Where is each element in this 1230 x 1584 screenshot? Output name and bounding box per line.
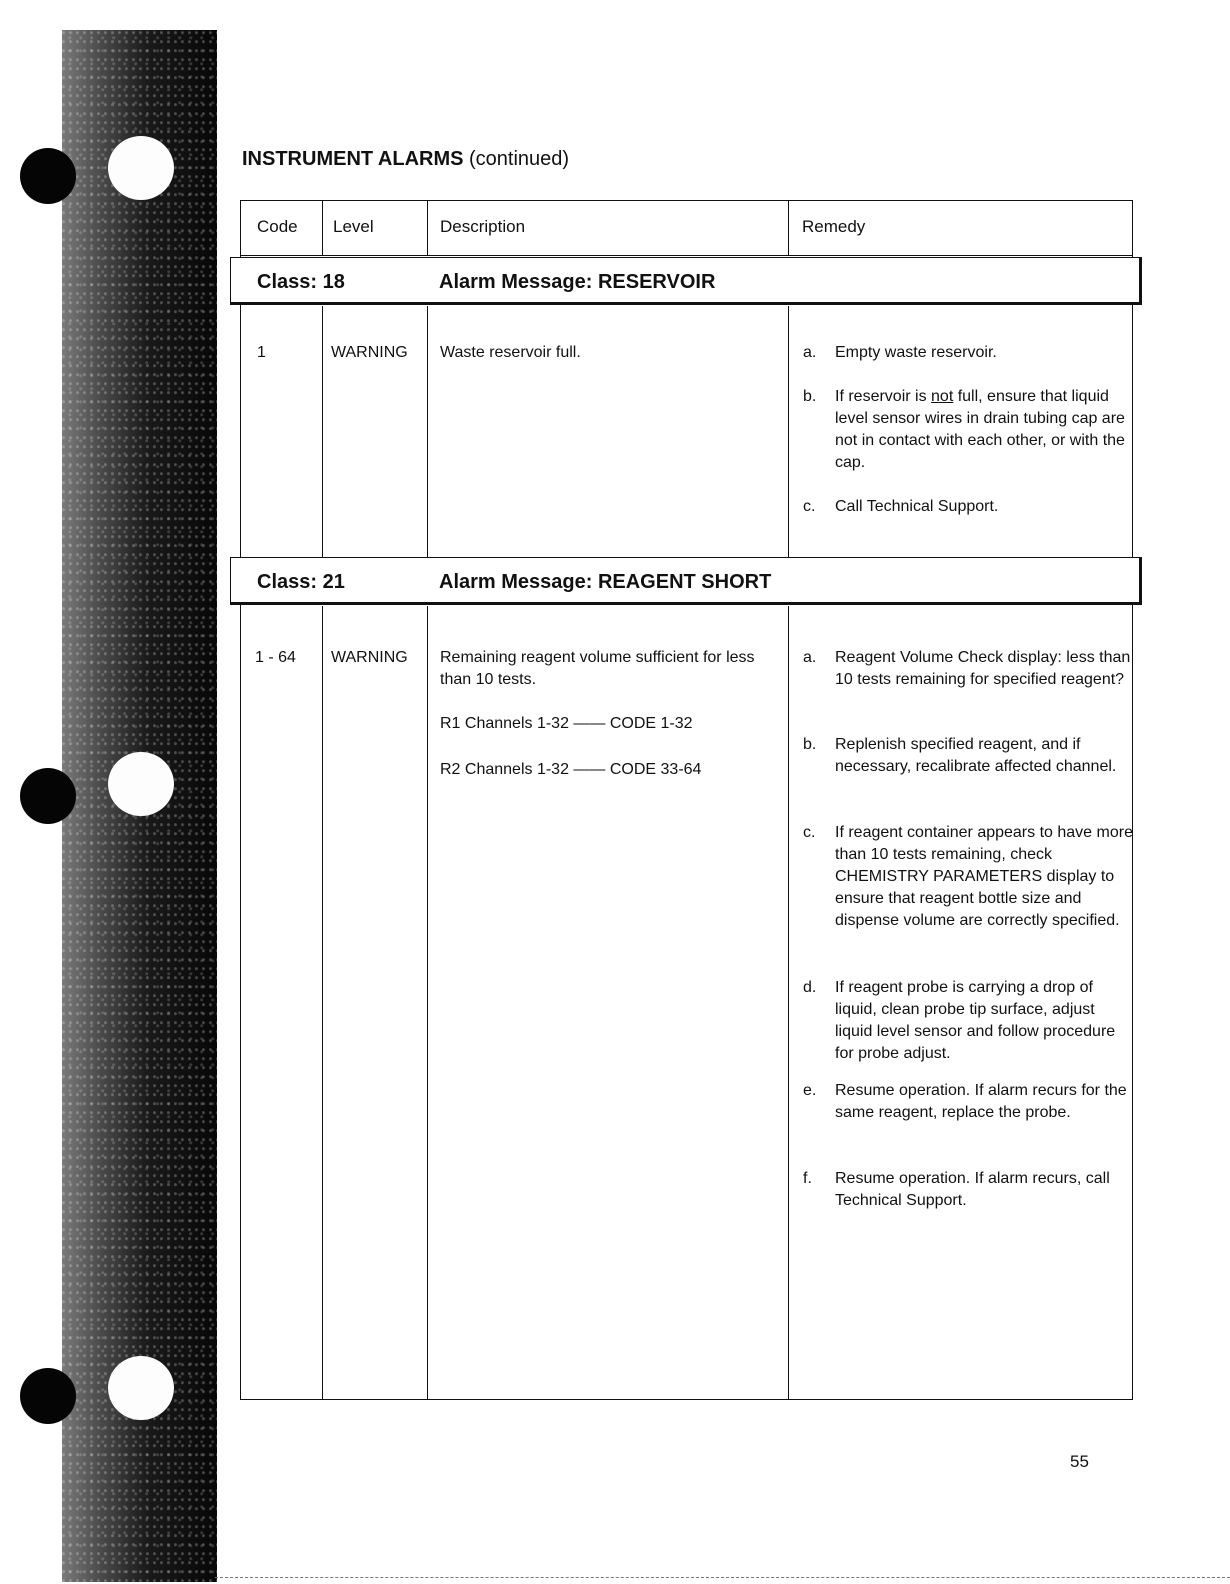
col-divider-1c bbox=[322, 606, 323, 1400]
remedy-letter: c. bbox=[803, 498, 816, 515]
col-divider-2b bbox=[427, 306, 428, 558]
row-code: 1 - 64 bbox=[255, 649, 296, 666]
remedy-item bbox=[803, 734, 1133, 778]
row-description: Waste reservoir full. bbox=[440, 344, 581, 361]
header-divider bbox=[240, 255, 1133, 256]
header-description: Description bbox=[440, 217, 526, 236]
punch-hole-middle bbox=[108, 752, 174, 816]
remedy-item bbox=[803, 647, 1133, 691]
header-level: Level bbox=[333, 217, 374, 236]
col-divider-2a bbox=[427, 200, 428, 256]
alarm-message: Alarm Message: RESERVOIR bbox=[439, 271, 716, 293]
class-bar-21 bbox=[230, 557, 1142, 605]
page-number: 55 bbox=[1070, 1452, 1089, 1471]
remedy-item bbox=[803, 822, 1133, 932]
row-description: Remaining reagent volume sufficient for less than 10 tests. bbox=[440, 649, 755, 688]
page-bottom-edge bbox=[215, 1577, 1230, 1578]
remedy-item bbox=[803, 1080, 1133, 1124]
remedy-text: Call Technical Support. bbox=[835, 498, 999, 515]
punch-hole-shadow-top bbox=[20, 148, 76, 204]
remedy-text-pre: If reservoir is bbox=[835, 388, 932, 405]
col-divider-2c bbox=[427, 606, 428, 1400]
class-label: Class: 21 bbox=[257, 571, 345, 593]
remedy-letter: a. bbox=[803, 649, 817, 666]
header-remedy: Remedy bbox=[802, 217, 866, 236]
remedy-item bbox=[803, 386, 1133, 474]
page-title-suffix: (continued) bbox=[463, 148, 570, 170]
row-level: WARNING bbox=[331, 344, 408, 361]
alarm-table bbox=[240, 200, 1133, 1400]
remedy-item bbox=[803, 1168, 1133, 1212]
punch-hole-shadow-middle bbox=[20, 768, 76, 824]
page-title bbox=[242, 148, 569, 171]
col-divider-3a bbox=[788, 200, 789, 256]
remedy-text: Replenish specified reagent, and if necessary, recalibrate affected channel. bbox=[835, 736, 1117, 775]
punch-hole-top bbox=[108, 136, 174, 200]
channel-line-r2: R2 Channels 1-32 —— CODE 33-64 bbox=[440, 761, 702, 778]
remedy-letter: e. bbox=[803, 1082, 817, 1099]
remedy-letter: d. bbox=[803, 979, 817, 996]
col-divider-3b bbox=[788, 306, 789, 558]
remedy-text: Reagent Volume Check display: less than 10 tests remaining for specified reagent? bbox=[835, 649, 1131, 688]
remedy-letter: b. bbox=[803, 388, 817, 405]
row-level: WARNING bbox=[331, 649, 408, 666]
remedy-letter: c. bbox=[803, 824, 816, 841]
remedy-text-underlined: not bbox=[931, 388, 954, 405]
col-divider-3c bbox=[788, 606, 789, 1400]
alarm-message: Alarm Message: REAGENT SHORT bbox=[439, 571, 772, 593]
remedy-letter: b. bbox=[803, 736, 817, 753]
remedy-letter: f. bbox=[803, 1170, 812, 1187]
remedy-item bbox=[803, 977, 1133, 1065]
remedy-item bbox=[803, 342, 1133, 364]
remedy-text bbox=[835, 386, 1135, 474]
remedy-text: If reagent container appears to have more than 10 tests remaining, check CHEMISTRY PARAMETERS display to ensure that reagent bottle size and dispense volume are correctly specified. bbox=[835, 824, 1133, 929]
class-label: Class: 18 bbox=[257, 271, 345, 293]
remedy-text-post: full, ensure that liquid level sensor wires in drain tubing cap are not in contact with each other, or with the cap. bbox=[835, 388, 1125, 471]
punch-hole-bottom bbox=[108, 1356, 174, 1420]
remedy-letter: a. bbox=[803, 344, 817, 361]
page-title-bold: INSTRUMENT ALARMS bbox=[242, 148, 464, 170]
remedy-text: Empty waste reservoir. bbox=[835, 344, 997, 361]
remedy-text: If reagent probe is carrying a drop of liquid, clean probe tip surface, adjust liquid level sensor and follow procedure for probe adjust. bbox=[835, 979, 1116, 1062]
col-divider-1b bbox=[322, 306, 323, 558]
remedy-text: Resume operation. If alarm recurs, call Technical Support. bbox=[835, 1170, 1110, 1209]
punch-hole-shadow-bottom bbox=[20, 1368, 76, 1424]
remedy-text: Resume operation. If alarm recurs for the same reagent, replace the probe. bbox=[835, 1082, 1127, 1121]
channel-line-r1: R1 Channels 1-32 —— CODE 1-32 bbox=[440, 715, 693, 732]
row-code: 1 bbox=[257, 344, 266, 361]
remedy-item bbox=[803, 496, 1133, 518]
header-code: Code bbox=[257, 217, 298, 236]
col-divider-1a bbox=[322, 200, 323, 256]
class-bar-18 bbox=[230, 257, 1142, 305]
